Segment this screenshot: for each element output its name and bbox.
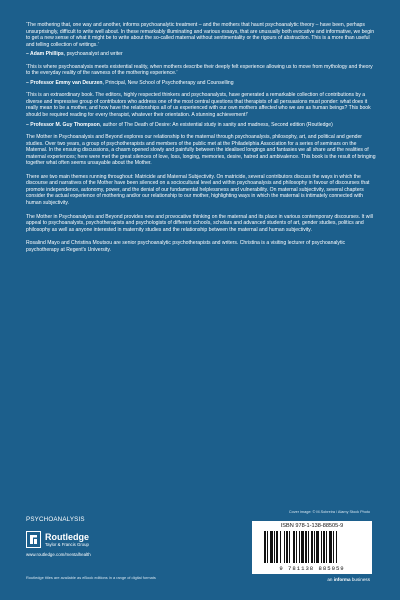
- barcode-bar: [336, 531, 337, 563]
- barcode-bar: [326, 531, 327, 563]
- publisher-group: Taylor & Francis Group: [45, 541, 89, 547]
- barcode-bar: [311, 531, 313, 563]
- barcode-bar: [301, 531, 304, 563]
- endorsement-author-note: , psychoanalyst and writer: [63, 51, 123, 58]
- publisher-block: [26, 531, 176, 557]
- imprint-brand: informa: [333, 577, 351, 582]
- barcode-bar: [323, 531, 325, 563]
- endorsement-attribution: [26, 51, 376, 58]
- endorsement-quote: ‘This is where psychoanalysis meets existential reality, when mothers describe their deeply felt experience allowing us to move from mythology and theory to the everyday reality of the rawness of the mothering experience.’: [26, 63, 373, 77]
- barcode-bar: [267, 531, 268, 563]
- isbn-barcode-box: [252, 521, 372, 574]
- barcode-bar: [305, 531, 307, 563]
- barcode-bar: [321, 531, 322, 563]
- endorsement-author: – Professor Emmy van Deurzen: [26, 79, 103, 86]
- barcode-icon: [262, 531, 362, 563]
- endorsement-attribution: [26, 80, 376, 87]
- endorsement-author-note: , author of The Death of Desire: An existential study in sanity and madness, Second edition (Routledge): [99, 121, 333, 128]
- endorsement-1: [26, 22, 376, 58]
- endorsement-author: – Professor M. Guy Thompson: [26, 121, 100, 128]
- informa-imprint: [327, 577, 370, 582]
- barcode-bar: [316, 531, 319, 563]
- barcode-bar: [329, 531, 332, 563]
- endorsement-2: [26, 64, 376, 87]
- publisher-url[interactable]: www.routledge.com/mentalhealth: [26, 552, 91, 557]
- back-cover-text: [26, 22, 376, 260]
- publisher-name-block: [45, 533, 89, 547]
- endorsement-author-note: , Principal, New School of Psychotherapy and Counselling: [102, 79, 234, 86]
- barcode-bar: [314, 531, 315, 563]
- endorsement-attribution: [26, 122, 376, 129]
- imprint-suffix: business: [350, 577, 370, 582]
- barcode-bar: [296, 531, 297, 563]
- barcode-bar: [299, 531, 300, 563]
- barcode-bar: [276, 531, 278, 563]
- publisher-logo: [26, 531, 176, 548]
- cover-image-credit: Cover image: © M.Sobreira / Alamy Stock Photo: [288, 510, 370, 514]
- isbn-label: ISBN 978-1-138-88505-9: [280, 523, 344, 529]
- barcode-bar: [308, 531, 309, 563]
- ebook-note: Routledge titles are available as eBook editions in a range of digital formats: [26, 575, 156, 580]
- endorsement-3: [26, 92, 376, 128]
- description-paragraph-3: The Mother in Psychoanalysis and Beyond provides new and provocative thinking on the maternal and its place in various contemporary discourses. It will appeal to psychoanalysts, psychotherapists and psychologists of different schools, scholars and advanced students of art, gender studies, politics and philosophy as well as anyone interested in maternity studies and the relationship between the maternal and human subjectivity.: [26, 213, 373, 233]
- endorsement-quote: ‘This is an extraordinary book. The editors, highly respected thinkers and psychoanalysts, have generated a remarkable collection of contributions by a diverse and impressive group of contributors who address one of the most central questions that therapists of all persuasions must ponder: what does it really mean to be a mother, and how have the relationships all of us experienced with our own mothers affected who we are as human beings? This book should be required reading for every therapist, whatever their orientation. A stunning achievement!’: [26, 92, 371, 119]
- barcode-bar: [293, 531, 295, 563]
- editors-bio: Rosalind Mayo and Christina Moutsou are senior psychoanalytic psychotherapists and writers. Christina is a visiting lecturer of psychoanalytic psychotherapy at Regent's University.: [26, 240, 346, 253]
- barcode-bar: [274, 531, 275, 563]
- subject-category: PSYCHOANALYSIS: [26, 516, 85, 523]
- barcode-bar: [333, 531, 334, 563]
- barcode-bar: [264, 531, 266, 563]
- publisher-name: Routledge: [45, 531, 89, 542]
- barcode-bar: [289, 531, 290, 563]
- barcode-bar: [286, 531, 288, 563]
- description-paragraph-1: The Mother in Psychoanalysis and Beyond explores our relationship to the maternal through psychoanalysis, philosophy, art, and political and gender studies. Over two years, a group of psychotherapists and members of the public met at the Philadelphia Association for a series of seminars on the Maternal. In the ensuing discussions, a chasm opened slowly and painfully between the idealised longings and fantasies we all share and the realities of maternal experiences; here were met the great silences of love, loss, longing, memories, desire, hatred and ambivalence. This book is the result of bringing together what often seems unsayable about the Mother.: [26, 134, 376, 167]
- routledge-logo-icon: [26, 531, 41, 548]
- endorsement-author: – Adam Phillips: [26, 51, 64, 58]
- endorsement-quote: ‘The mothering that, one way and another, informs psychoanalytic treatment – and the mothers that haunt psychoanalytic theory – have been, perhaps unsurprisingly, difficult to write well about. In these remarkably illuminating and various essays, that are unusually both evocative and informative, we begin to get a new sense of what it might be to write about the so-called maternal without sentimentality or the rigours of abstraction. This is a more than useful and telling collection of writings.’: [26, 22, 375, 48]
- barcode-bar: [280, 531, 281, 563]
- imprint-prefix: an: [327, 577, 334, 582]
- barcode-bar: [284, 531, 285, 563]
- barcode-digits: 9 781138 885059: [279, 565, 345, 572]
- description-paragraph-2: There are two main themes running throughout: Matricide and Maternal Subjectivity. On matricide, several contributors discuss the ways in which the discourse and narratives of the Mother have been silenced on a sociocultural level and within psychoanalysis and philosophy in favour of discourses that promote independence, autonomy, power, and the denial of our fundamental helplessness and vulnerability. On maternal subjectivity, several chapters consider the actual experience of mothering and/or our relationship to our mother, highlighting ways in which the maternal is intimately connected with human subjectivity.: [26, 173, 370, 207]
- barcode-bar: [270, 531, 273, 563]
